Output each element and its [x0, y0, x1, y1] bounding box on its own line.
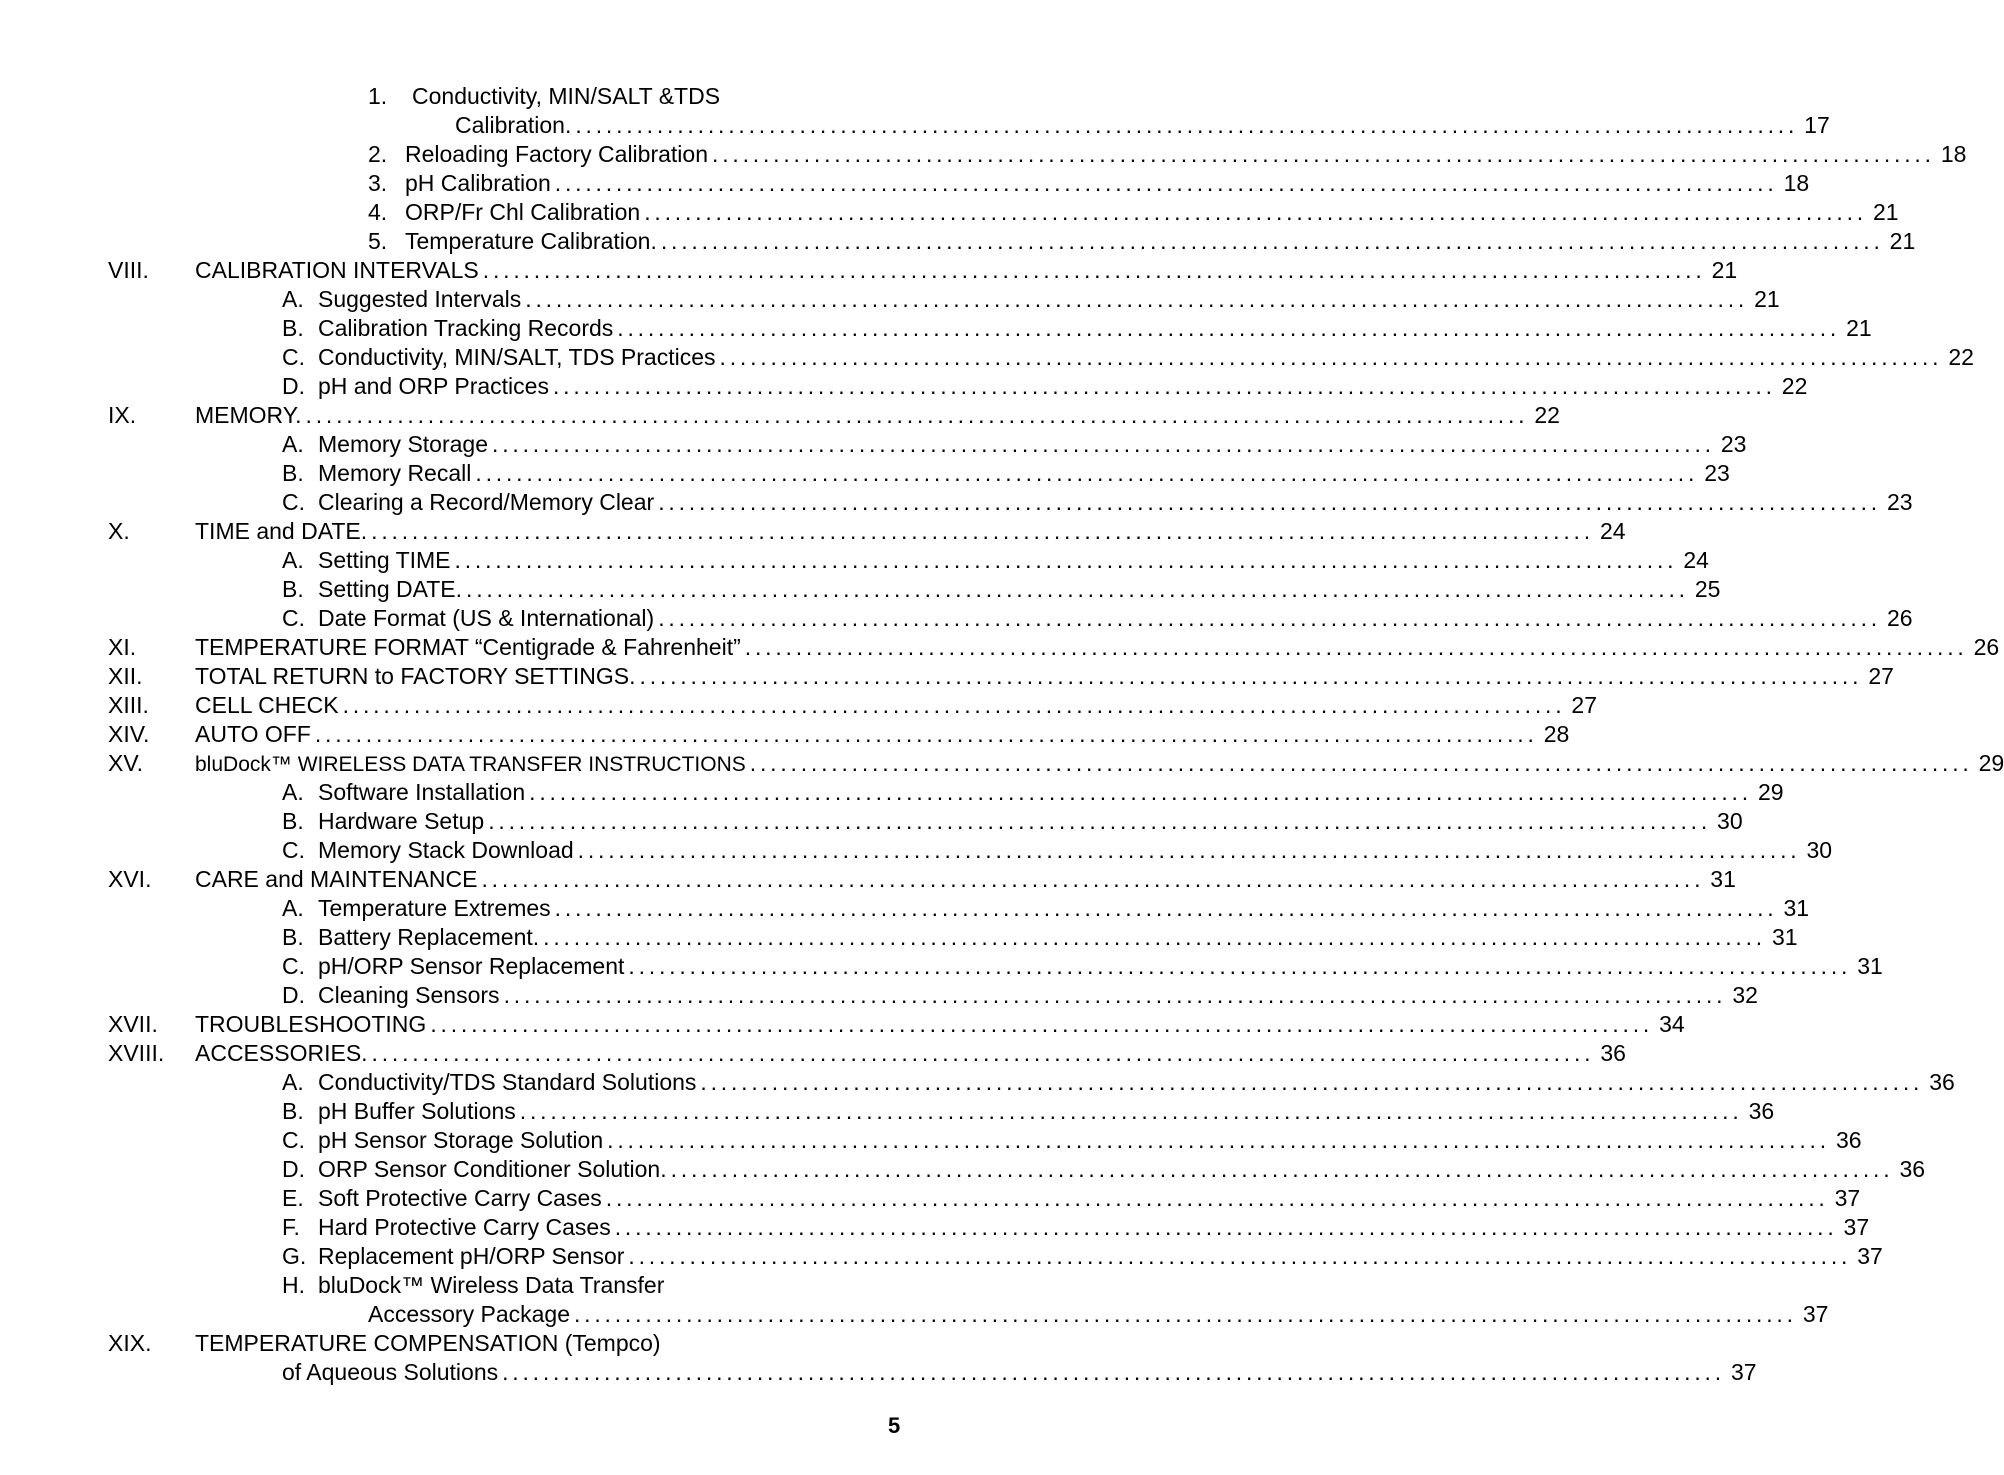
toc-row [0, 82, 866, 111]
dot-leader: ........................................................................................................................ [482, 257, 1706, 283]
toc-row [0, 1184, 1861, 1213]
toc-number: B. [282, 924, 304, 950]
toc-number: C. [282, 1127, 305, 1153]
toc-row [0, 662, 1894, 691]
toc-row [0, 981, 1758, 1010]
dot-leader: ........................................................................................................................ [430, 1011, 1654, 1037]
toc-page: 25 [1694, 576, 1721, 602]
toc-number: F. [282, 1214, 300, 1240]
toc-title: TEMPERATURE FORMAT “Centigrade & Fahrenheit” [195, 634, 741, 660]
toc-number: A. [282, 779, 304, 805]
toc-page: 27 [1571, 692, 1598, 718]
toc-title: pH Calibration [405, 170, 551, 196]
toc-row [0, 865, 1736, 894]
toc-page: 21 [1873, 199, 1899, 225]
dot-leader: ........................................................................................................................ [552, 373, 1776, 399]
dot-leader: ........................................................................................................................ [529, 779, 1752, 805]
toc-row [0, 807, 1743, 836]
toc-number: 2. [368, 141, 388, 167]
dot-leader: ........................................................................................................................ [628, 1243, 1852, 1269]
toc-page: 21 [1711, 257, 1738, 283]
toc-page: 18 [1783, 170, 1810, 196]
dot-leader: ........................................................................................................................ [614, 1214, 1838, 1240]
toc-page: 31 [1710, 866, 1736, 892]
toc-row [0, 1010, 1685, 1039]
toc-page: 28 [1543, 721, 1570, 747]
toc-page: 23 [1720, 431, 1747, 457]
toc-page: 36 [1929, 1069, 1955, 1095]
toc-row [0, 111, 1830, 140]
toc-row [0, 720, 1570, 749]
toc-number: A. [282, 431, 304, 457]
toc-number: 5. [368, 228, 388, 254]
dot-leader: ........................................................................................................................ [371, 518, 1594, 544]
toc-page: 37 [1843, 1214, 1870, 1240]
dot-leader: ........................................................................................................................ [605, 1185, 1829, 1211]
toc-row [0, 459, 1730, 488]
toc-number: C. [282, 489, 305, 515]
toc-page: 21 [1889, 228, 1916, 254]
toc-number: IX. [108, 402, 137, 428]
toc-title: Setting TIME [318, 547, 451, 573]
toc-row [0, 633, 2000, 662]
toc-title: pH Buffer Solutions [318, 1098, 516, 1124]
dot-leader: ........................................................................................................................ [712, 141, 1935, 167]
toc-row [0, 894, 1810, 923]
dot-leader: ........................................................................................................................ [573, 1301, 1797, 1327]
dot-leader: ........................................................................................................................ [554, 170, 1778, 196]
toc-page: 26 [1973, 634, 2000, 660]
toc-row [0, 1039, 1626, 1068]
dot-leader: ........................................................................................................................ [628, 953, 1852, 979]
toc-row [0, 1271, 866, 1300]
toc-row [0, 1329, 866, 1358]
dot-leader: ........................................................................................................................ [543, 924, 1766, 950]
toc-number: A. [282, 1069, 304, 1095]
dot-leader: ........................................................................................................................ [492, 431, 1715, 457]
dot-leader: ........................................................................................................................ [670, 1156, 1894, 1182]
toc-row [0, 778, 1784, 807]
toc-page: 24 [1599, 518, 1626, 544]
toc-row [0, 285, 1780, 314]
toc-number: XI. [108, 634, 137, 660]
toc-page: 37 [1730, 1359, 1757, 1385]
dot-leader: ........................................................................................................................ [744, 634, 1968, 660]
dot-leader: ........................................................................................................................ [371, 1040, 1595, 1066]
toc-number: XVI. [108, 866, 152, 892]
toc-row [0, 314, 1872, 343]
dot-leader: ........................................................................................................................ [342, 692, 1566, 718]
toc-page: 24 [1683, 547, 1709, 573]
dot-leader: ........................................................................................................................ [749, 750, 1973, 776]
toc-number: A. [282, 286, 304, 312]
toc-row [0, 430, 1747, 459]
dot-leader: ........................................................................................................................ [617, 315, 1841, 341]
toc-page: 37 [1802, 1301, 1829, 1327]
toc-title: Accessory Package [368, 1301, 570, 1327]
toc-page: 36 [1600, 1040, 1626, 1066]
toc-row [0, 1097, 1775, 1126]
toc-number: D. [282, 1156, 305, 1182]
toc-page: 22 [1534, 402, 1560, 428]
toc-number: XVII. [108, 1011, 158, 1037]
toc-title: CALIBRATION INTERVALS [195, 257, 479, 283]
toc-row [0, 1300, 1829, 1329]
toc-page: 36 [1899, 1156, 1926, 1182]
dot-leader: ........................................................................................................................ [502, 1359, 1725, 1385]
dot-leader: ........................................................................................................................ [481, 866, 1705, 892]
toc-title: Conductivity, MIN/SALT &TDS [412, 83, 721, 109]
toc-row [0, 952, 1883, 981]
toc-row [0, 575, 1721, 604]
toc-number: X. [108, 518, 130, 544]
toc-title: CELL CHECK [195, 692, 339, 718]
toc-page: 32 [1732, 982, 1758, 1008]
toc-number: 4. [368, 199, 388, 225]
toc-row [0, 1242, 1883, 1271]
toc-row [0, 1126, 1862, 1155]
toc-number: XIX. [108, 1330, 152, 1356]
dot-leader: ........................................................................................................................ [466, 576, 1689, 602]
toc-number: A. [282, 895, 304, 921]
toc-title: Clearing a Record/Memory Clear [318, 489, 655, 515]
toc-row [0, 198, 1899, 227]
dot-leader: ........................................................................................................................ [700, 1069, 1924, 1095]
toc-number: XIV. [108, 721, 150, 747]
dot-leader: ........................................................................................................................ [639, 663, 1863, 689]
toc-row [0, 227, 1916, 256]
toc-title: Hardware Setup [318, 808, 485, 834]
dot-leader: ........................................................................................................................ [719, 344, 1943, 370]
toc-title: Memory Recall [318, 460, 472, 486]
toc-row [0, 923, 1798, 952]
toc-title: Suggested Intervals [318, 286, 522, 312]
toc-row [0, 1358, 1757, 1387]
toc-title: TROUBLESHOOTING [195, 1011, 427, 1037]
toc-page: 37 [1834, 1185, 1861, 1211]
toc-number: 3. [368, 170, 388, 196]
dot-leader: ........................................................................................................................ [660, 228, 1884, 254]
dot-leader: ........................................................................................................................ [305, 402, 1529, 428]
dot-leader: ........................................................................................................................ [644, 199, 1868, 225]
toc-number: B. [282, 460, 304, 486]
dot-leader: ........................................................................................................................ [575, 112, 1799, 138]
toc-title: pH and ORP Practices [318, 373, 549, 399]
toc-number: G. [282, 1243, 307, 1269]
toc-page: 21 [1846, 315, 1872, 341]
toc-number: D. [282, 982, 305, 1008]
toc-title: Cleaning Sensors [318, 982, 500, 1008]
toc-page: 30 [1806, 837, 1833, 863]
toc-number: C. [282, 344, 305, 370]
toc-title: Conductivity, MIN/SALT, TDS Practices [318, 344, 716, 370]
toc-number: B. [282, 1098, 304, 1124]
dot-leader: ........................................................................................................................ [519, 1098, 1743, 1124]
toc-page: 23 [1704, 460, 1730, 486]
toc-title: TEMPERATURE COMPENSATION (Tempco) [195, 1330, 661, 1356]
toc-row [0, 401, 1560, 430]
toc-page: 36 [1835, 1127, 1862, 1153]
page-number: 5 [888, 1413, 901, 1438]
toc-title: bluDock™ WIRELESS DATA TRANSFER INSTRUCTIONS [195, 753, 746, 776]
dot-leader: ........................................................................................................................ [658, 605, 1882, 631]
toc-row [0, 1155, 1926, 1184]
toc-number: A. [282, 547, 304, 573]
toc-title: Hard Protective Carry Cases [318, 1214, 611, 1240]
toc-row [0, 1068, 1955, 1097]
toc-title: Reloading Factory Calibration [405, 141, 708, 167]
dot-leader: ........................................................................................................................ [577, 837, 1801, 863]
toc-row [0, 749, 2004, 778]
toc-row [0, 691, 1598, 720]
toc-title: Calibration Tracking Records [318, 315, 614, 341]
toc-title: Memory Storage [318, 431, 489, 457]
toc-page: 31 [1857, 953, 1883, 979]
toc-number: C. [282, 953, 305, 979]
toc-title: ACCESSORIES. [195, 1040, 368, 1066]
toc-number: B. [282, 808, 304, 834]
toc-page: 22 [1948, 344, 1974, 370]
toc-title: Setting DATE. [318, 576, 463, 602]
dot-leader: ........................................................................................................................ [607, 1127, 1830, 1153]
toc-title: of Aqueous Solutions [282, 1359, 499, 1385]
toc-title: pH/ORP Sensor Replacement [318, 953, 625, 979]
toc-title: TOTAL RETURN to FACTORY SETTINGS. [195, 663, 636, 689]
toc-title: MEMORY. [195, 402, 302, 428]
toc-page: 26 [1887, 605, 1913, 631]
toc-page: 22 [1781, 373, 1808, 399]
toc-title: Software Installation [318, 779, 526, 805]
toc-row [0, 1213, 1870, 1242]
dot-leader: ........................................................................................................................ [503, 982, 1727, 1008]
toc-title: Battery Replacement. [318, 924, 540, 950]
dot-leader: ........................................................................................................................ [488, 808, 1712, 834]
toc-title: Date Format (US & International) [318, 605, 655, 631]
toc-number: XV. [108, 750, 143, 776]
toc-title: Calibration. [455, 112, 572, 138]
toc-number: C. [282, 837, 305, 863]
toc-title: CARE and MAINTENANCE [195, 866, 478, 892]
dot-leader: ........................................................................................................................ [554, 895, 1778, 921]
toc-row [0, 488, 1913, 517]
toc-title: pH Sensor Storage Solution [318, 1127, 604, 1153]
toc-number: B. [282, 315, 304, 341]
toc-number: XIII. [108, 692, 149, 718]
toc-row [0, 343, 1974, 372]
toc-title: Memory Stack Download [318, 837, 574, 863]
toc-title: AUTO OFF [195, 721, 311, 747]
toc-row [0, 836, 1833, 865]
toc-row [0, 256, 1738, 285]
toc-page: 21 [1754, 286, 1780, 312]
toc-page: 29 [1757, 779, 1784, 805]
dot-leader: ........................................................................................................................ [475, 460, 1699, 486]
toc-title: Temperature Calibration. [405, 228, 657, 254]
toc-number: VIII. [108, 257, 149, 283]
toc-page: 27 [1868, 663, 1894, 689]
toc-title: Temperature Extremes [318, 895, 551, 921]
toc-title: TIME and DATE. [195, 518, 368, 544]
toc-number: 1. [368, 83, 388, 109]
toc-row [0, 140, 1967, 169]
toc-row [0, 517, 1626, 546]
toc-number: B. [282, 576, 304, 602]
toc-page: 17 [1804, 112, 1830, 138]
toc-title: Conductivity/TDS Standard Solutions [318, 1069, 697, 1095]
toc-title: bluDock™ Wireless Data Transfer [318, 1272, 665, 1298]
toc-row [0, 169, 1810, 198]
toc-number: XVIII. [108, 1040, 165, 1066]
dot-leader: ........................................................................................................................ [525, 286, 1749, 312]
toc-title: Soft Protective Carry Cases [318, 1185, 602, 1211]
dot-leader: ........................................................................................................................ [454, 547, 1678, 573]
toc-title: ORP/Fr Chl Calibration [405, 199, 641, 225]
toc-page: 29 [1978, 750, 2004, 776]
dot-leader: ........................................................................................................................ [658, 489, 1882, 515]
toc-number: C. [282, 605, 305, 631]
toc-row [0, 372, 1808, 401]
toc-page: 36 [1748, 1098, 1775, 1124]
toc-page: 23 [1887, 489, 1913, 515]
toc-number: XII. [108, 663, 143, 689]
toc-page: 30 [1717, 808, 1743, 834]
toc-number: D. [282, 373, 305, 399]
toc-page: 37 [1857, 1243, 1883, 1269]
toc-row [0, 604, 1913, 633]
toc-title: ORP Sensor Conditioner Solution. [318, 1156, 667, 1182]
toc-number: H. [282, 1272, 305, 1298]
toc-row [0, 546, 1709, 575]
toc-number: E. [282, 1185, 304, 1211]
dot-leader: ........................................................................................................................ [314, 721, 1538, 747]
toc-title: Replacement pH/ORP Sensor [318, 1243, 625, 1269]
toc-page: 31 [1772, 924, 1798, 950]
toc-page: 18 [1940, 141, 1967, 167]
toc-page: 34 [1659, 1011, 1685, 1037]
toc-page: 31 [1783, 895, 1810, 921]
